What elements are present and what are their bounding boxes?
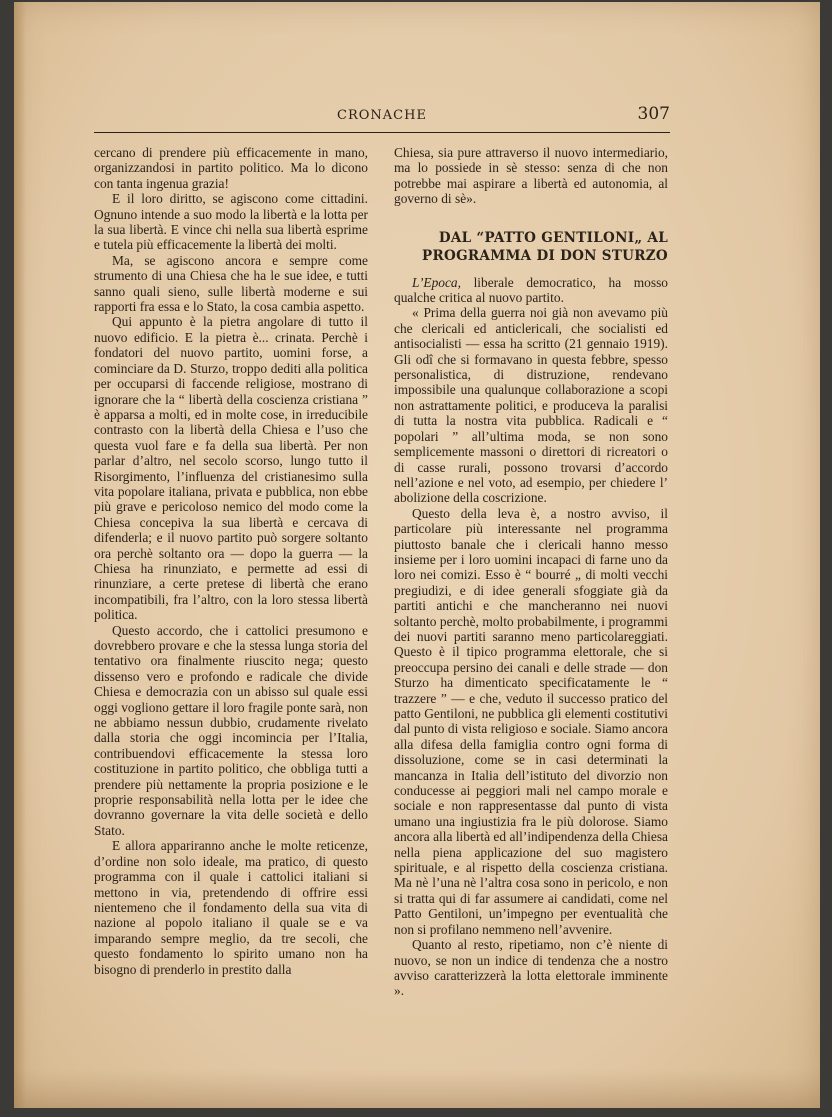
paragraph: Qui appunto è la pietra angolare di tutto il nuovo edificio. E la pietra è... crinata. Perchè i fondatori del nuovo partito, uomini forse, a cominciare da D. Sturzo, troppo dediti alla politica per occuparsi di faccende religiose, mostrano di ignorare che la “ libertà della coscienza cristiana ” è apparsa a molti, ed in molte cose, in irreducibile contrasto con la libertà della Chiesa e l’uso che questa vuol fare e fa della sua libertà. Per non parlar d’altro, nel secolo scorso, lungo tutto il Risorgimento, l’influenza del cristianesimo sulla vita popolare italiana, privata e pubblica, non ebbe più grave e pericoloso nemico del modo come la Chiesa concepiva la sua libertà e cercava di difenderla; e il nuovo partito può sorgere soltanto ora perchè soltanto ora — dopo la guerra — la Chiesa ha rinunziato, e permette ad essi di rinunziare, a certe pretese di libertà che erano incompatibili, fra l’altro, con la loro stessa libertà politica. [94,314,368,623]
section-heading [394,229,668,265]
paragraph: E il loro diritto, se agiscono come cittadini. Ognuno intende a suo modo la libertà e la lotta per la sua libertà. E vince chi nella sua libertà esprime e tutela più efficacemente la libertà dei molti. [94,191,368,253]
book-page [14,2,820,1108]
running-title: CRONACHE [337,108,427,123]
page-fold-shadow [14,2,26,1108]
page-number: 307 [637,104,670,124]
paragraph: Ma, se agiscono ancora e sempre come strumento di una Chiesa che ha le sue idee, e tutti sanno quali sieno, sulle libertà moderne e sui rapporti fra essa e lo Stato, la cosa cambia aspetto. [94,252,368,315]
paragraph: Quanto al resto, ripetiamo, non c’è niente di nuovo, se non un indice di tendenza che a nostro avviso caratterizzerà la lotta elettorale imminente ». [394,937,668,999]
paragraph [394,275,668,306]
paragraph: cercano di prendere più efficacemente in mano, organizzandosi in partito politico. Ma lo dicono con tanta ingenua grazia! [94,145,368,191]
left-column [94,145,368,977]
paragraph: Questo accordo, che i cattolici presumono e dovrebbero provare e che la stessa lunga storia del tentativo ora finalmente riuscito nega; questo dissenso vero e profondo e radicale che divide Chiesa e democrazia con un abisso sul quale essi oggi vogliono gettare il loro fragile ponte sarà, non ne abbiamo nessun dubbio, crudamente rivelato dalla storia che oggi incomincia per l’Italia, contribuendovi efficacemente la stessa loro costituzione in partito politico, che obbliga tutti a prendere più nettamente la propria posizione e le proprie responsabilità nella lotta per le idee che dovranno governare la vita delle società e dello Stato. [94,622,368,838]
page-bottom-shadow [14,1068,820,1108]
page-header [94,100,670,133]
right-column [394,145,668,999]
publication-name: L’Epoca, [412,274,461,290]
paragraph: « Prima della guerra noi già non avevamo più che clericali ed anticlericali, che socialisti ed antisocialisti — essa ha scritto (21 gennaio 1919). Gli odî che si formavano in questa febbre, spesso personalistica, di distruzione, rendevano impossibile una qualunque collaborazione a scopi non astrattamente politici, e produceva la paralisi di tutta la nostra vita pubblica. Radicali e “ popolari ” all’ultima moda, se non sono semplicemente massoni o direttori di ricreatori o di casse rurali, possono trovarsi d’accordo nell’azione e nel voto, ad esempio, per chiedere l’ abolizione della coscrizione. [394,305,668,506]
section-heading-line: DAL “PATTO GENTILONI„ AL [438,229,668,246]
intro-text: liberale democratico, ha mosso qualche critica al nuovo partito. [394,274,668,306]
paragraph: Chiesa, sia pure attraverso il nuovo intermediario, ma lo possiede in sè stesso: senza di che non potrebbe mai aspirare a libertà ed autonomia, al governo di sè». [394,145,668,207]
paragraph: Questo della leva è, a nostro avviso, il particolare più interessante nel programma piuttosto banale che i clericali hanno messo insieme per i loro uomini incapaci di farne uno da loro nei comizi. Esso è “ bourré „ di molti vecchi pregiudizi, e di idee generali sfoggiate già da partiti antichi e che mancheranno nei nuovi soltanto perchè, molto probabilmente, i programmi dei nuovi partiti saranno meno particolareggiati. Questo è il tipico programma elettorale, che si preoccupa persino dei canali e delle strade — don Sturzo ha dimenticato specificatamente le “ trazzere ” — e che, veduto il successo pratico del patto Gentiloni, ne pubblica gli elementi costitutivi dal punto di vista religioso e sociale. Siamo ancora alla difesa della famiglia contro ogni forma di dissoluzione, come se in casi determinati la mancanza in Italia dell’istituto del divorzio non conducesse ai peggiori mali nel campo morale e sociale e non rappresentasse dal punto di vista umano una ingiustizia fra le più dolorose. Siamo ancora alla libertà ed all’indipendenza della Chiesa nella piena applicazione del suo magistero spirituale, e al rispetto della coscienza cristiana. Ma nè l’una nè l’altra cosa sono in pericolo, e non si tratta qui di far assumere ai candidati, come nel Patto Gentiloni, un’impegno per eventualità che non si profilano nemmeno nell’avvenire. [394,505,668,937]
section-heading-line: PROGRAMMA DI DON STURZO [422,247,668,264]
paragraph: E allora appariranno anche le molte reticenze, d’ordine non solo ideale, ma pratico, di questo programma con il quale i cattolici italiani si mettono in via, pretendendo di offrire essi nientemeno che il fondamento della sua vita di nazione al popolo italiano il quale se e va imparando sempre meglio, da tre secoli, che questo fondamento lo spirito umano non ha bisogno di prenderlo in prestito dalla [94,838,368,977]
